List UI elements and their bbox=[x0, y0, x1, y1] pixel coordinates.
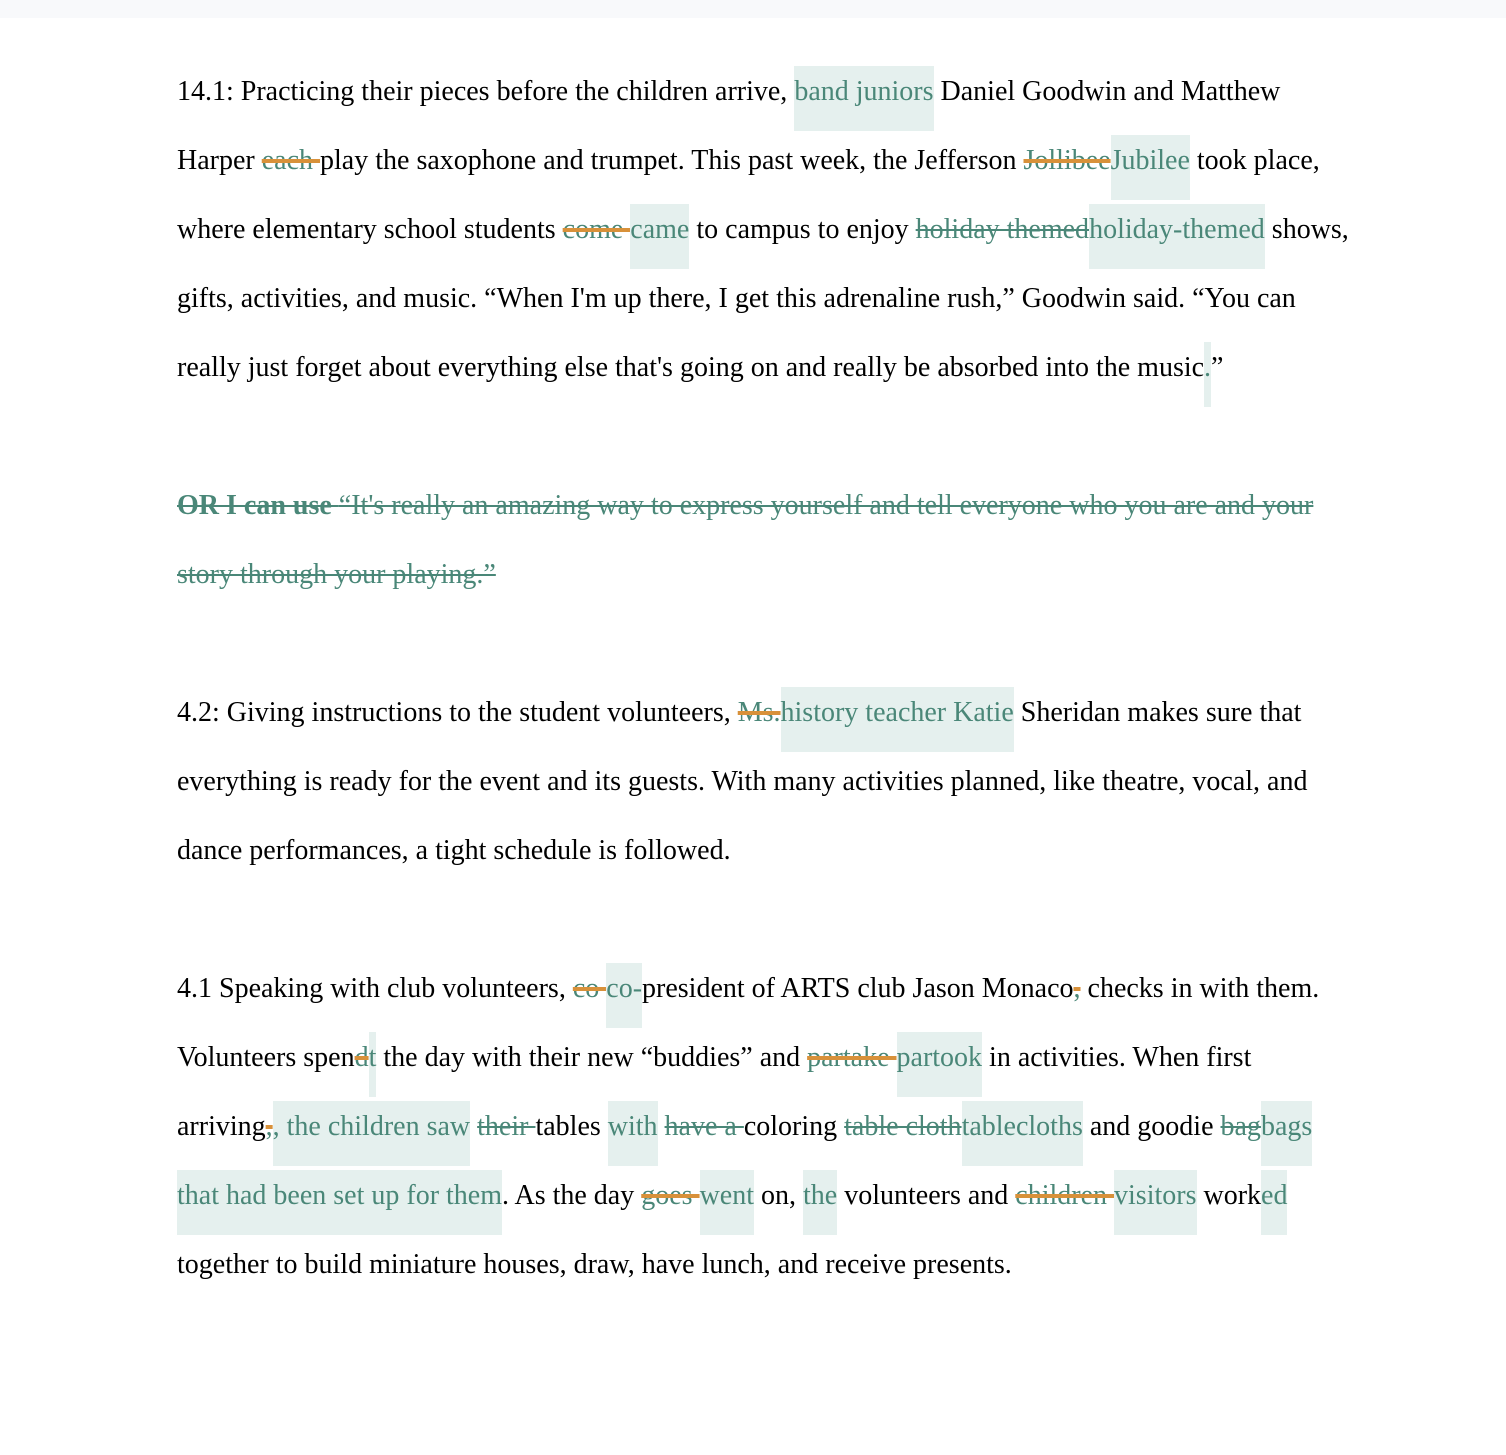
deletion[interactable]: their bbox=[477, 1111, 536, 1142]
insertion[interactable]: ed bbox=[1261, 1170, 1287, 1235]
text: took place, where elementary school students bbox=[177, 145, 1320, 245]
text: the day with their new “buddies” and bbox=[376, 1042, 808, 1073]
text: in activities. When first arriving bbox=[177, 1042, 1252, 1142]
text: volunteers and bbox=[837, 1180, 1016, 1211]
deletion[interactable]: , bbox=[1073, 973, 1081, 1004]
text: 14.1: Practicing their pieces before the children arrive, bbox=[177, 76, 795, 107]
deletion[interactable]: OR I can use bbox=[177, 490, 339, 521]
insertion[interactable]: band juniors bbox=[794, 66, 933, 131]
insertion[interactable]: history teacher Katie bbox=[781, 687, 1014, 752]
top-bar bbox=[0, 0, 1506, 18]
insertion[interactable]: holiday-themed bbox=[1089, 204, 1265, 269]
document-body bbox=[177, 57, 1352, 1299]
insertion[interactable]: tablecloths bbox=[962, 1101, 1083, 1166]
insertion[interactable]: the bbox=[803, 1170, 837, 1235]
text: on, bbox=[754, 1180, 803, 1211]
text: president of ARTS club Jason Monaco bbox=[642, 973, 1074, 1004]
text: work bbox=[1196, 1180, 1262, 1211]
deletion[interactable]: Jollibee bbox=[1023, 145, 1111, 176]
text: Daniel Goodwin and Matthew Harper bbox=[177, 76, 1281, 176]
text: Sheridan makes sure that everything is ready for the event and its guests. With many activities planned, like theatre, vocal, and dance performances, a tight schedule is followed. bbox=[177, 697, 1308, 866]
insertion[interactable]: went bbox=[700, 1170, 754, 1235]
deletion[interactable]: children bbox=[1015, 1180, 1115, 1211]
insertion[interactable]: bags that had been set up for them bbox=[177, 1101, 1312, 1235]
text: 4.1 Speaking with club volunteers, bbox=[177, 973, 573, 1004]
text: checks in with them. Volunteers spen bbox=[177, 973, 1320, 1073]
text: shows, gifts, activities, and music. “When I'm up there, I get this adrenaline rush,” Goodwin said. “You can really just forget about everything else that's going on and really be absorbed into the music bbox=[177, 214, 1349, 383]
text bbox=[658, 1111, 665, 1142]
deletion[interactable]: each bbox=[261, 145, 321, 176]
text: tables bbox=[535, 1111, 608, 1142]
paragraph-14-1 bbox=[177, 57, 1352, 402]
deletion[interactable]: bag bbox=[1220, 1111, 1261, 1142]
insertion[interactable]: Jubilee bbox=[1111, 135, 1190, 200]
deletion[interactable]: “It's really an amazing way to express yourself and tell everyone who you are and your story through your playing.” bbox=[177, 490, 1314, 590]
paragraph-4-2 bbox=[177, 678, 1352, 885]
deletion[interactable]: come bbox=[562, 214, 631, 245]
insertion[interactable]: t bbox=[369, 1032, 377, 1097]
paragraph-alternate-quote bbox=[177, 471, 1352, 609]
text: ” bbox=[1211, 352, 1224, 383]
insertion[interactable]: came bbox=[630, 204, 689, 269]
insertion[interactable]: visitors bbox=[1114, 1170, 1196, 1235]
insertion[interactable]: with bbox=[608, 1101, 658, 1166]
deletion[interactable]: co bbox=[572, 973, 607, 1004]
text: to campus to enjoy bbox=[689, 214, 916, 245]
text: together to build miniature houses, draw, have lunch, and receive presents. bbox=[177, 1249, 1012, 1280]
insertion[interactable]: , the children saw bbox=[273, 1101, 471, 1166]
insertion[interactable]: . bbox=[1204, 342, 1211, 407]
text: coloring bbox=[743, 1111, 845, 1142]
deletion[interactable]: partake bbox=[807, 1042, 897, 1073]
insertion[interactable]: co- bbox=[606, 963, 642, 1028]
deletion[interactable]: Ms. bbox=[737, 697, 781, 728]
text: play the saxophone and trumpet. This past week, the Jefferson bbox=[320, 145, 1024, 176]
deletion[interactable]: table cloth bbox=[844, 1111, 962, 1142]
text: . As the day bbox=[502, 1180, 642, 1211]
insertion[interactable]: partook bbox=[897, 1032, 983, 1097]
deletion[interactable]: d bbox=[354, 1042, 369, 1073]
deletion[interactable]: , bbox=[265, 1111, 273, 1142]
deletion[interactable]: have a bbox=[664, 1111, 744, 1142]
deletion[interactable]: goes bbox=[641, 1180, 700, 1211]
paragraph-4-1 bbox=[177, 954, 1352, 1299]
deletion[interactable]: holiday themed bbox=[915, 214, 1090, 245]
text: and goodie bbox=[1082, 1111, 1221, 1142]
text: 4.2: Giving instructions to the student volunteers, bbox=[177, 697, 738, 728]
